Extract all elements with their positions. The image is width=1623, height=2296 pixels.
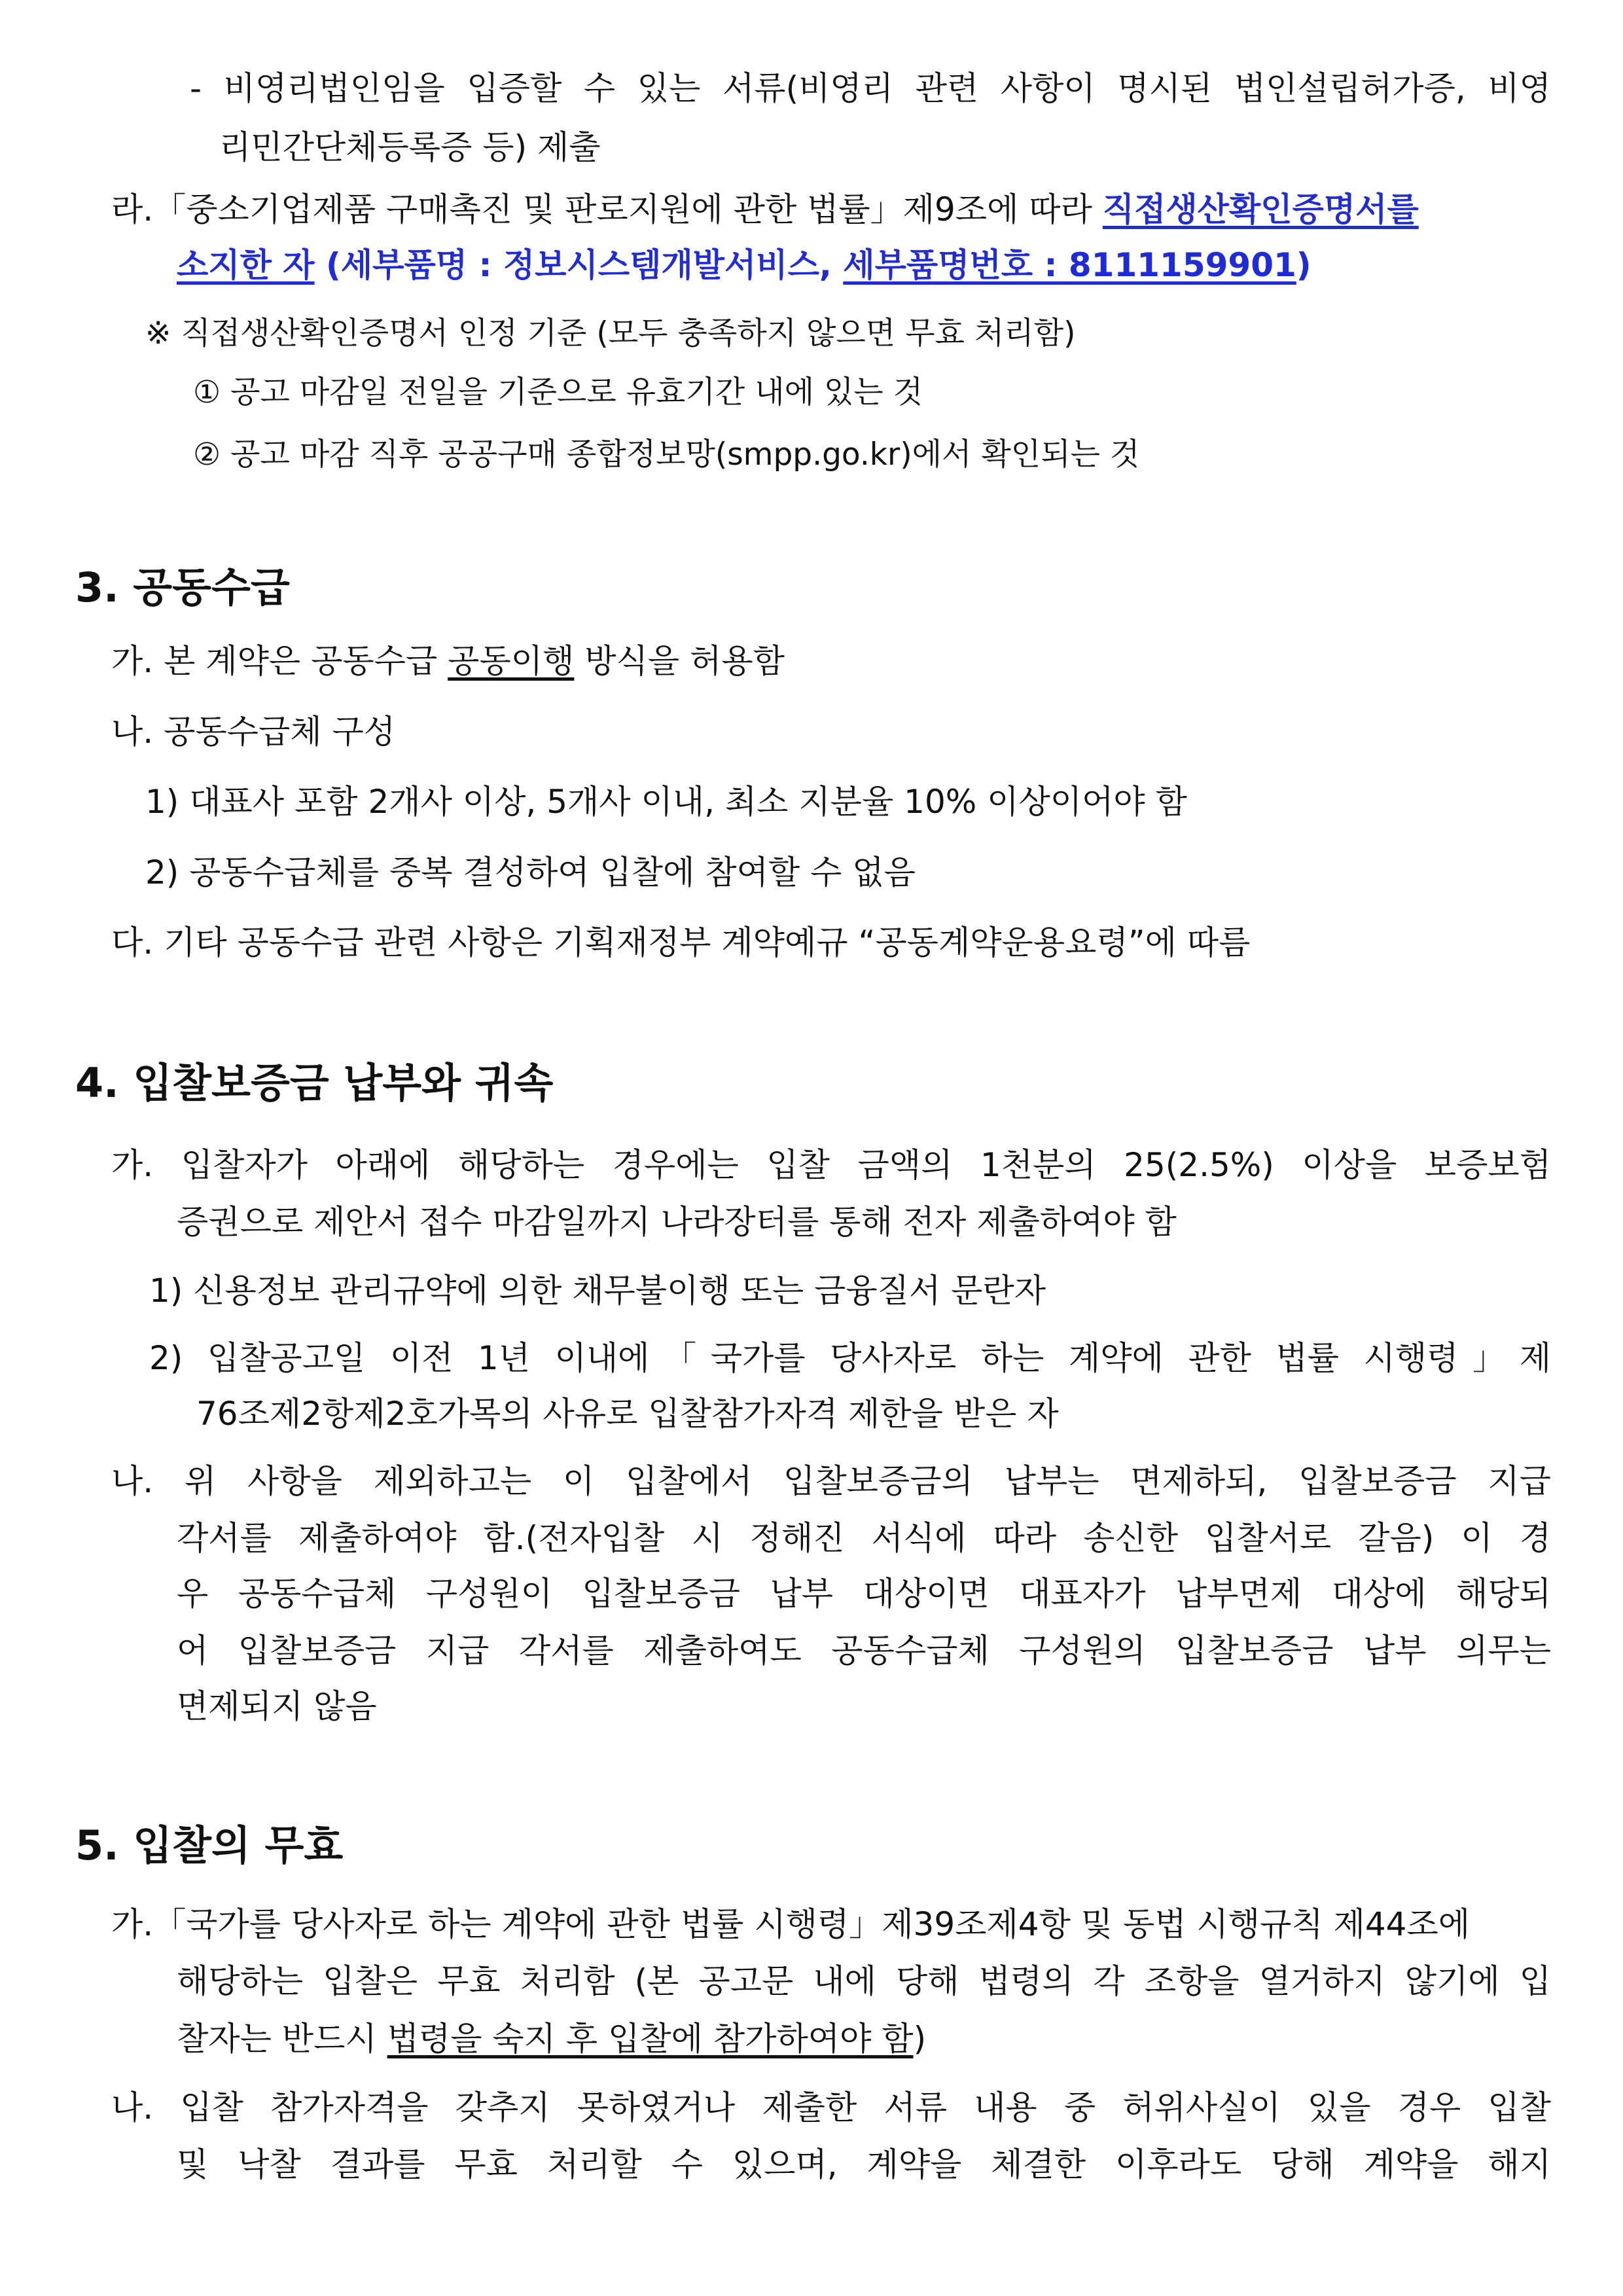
joint-performance-text: 공동이행 — [448, 642, 575, 680]
section-5-ga-line-3 — [177, 2016, 926, 2062]
detail-item-close: ) — [1296, 246, 1311, 284]
section-4-item-1: 1) 신용정보 관리규약에 의한 채무불이행 또는 금융질서 문란자 — [149, 1272, 1046, 1310]
section-3-ga — [111, 638, 785, 684]
law-notice-underline: 법령을 숙지 후 입찰에 참가하여야 함 — [387, 2020, 914, 2058]
nonprofit-document-line-2: 리민간단체등록증 등) 제출 — [219, 128, 601, 166]
certificate-holder-text: 소지한 자 — [177, 246, 315, 284]
certificate-criteria-item-2: ② 공고 마감 직후 공공구매 종합정보망(smpp.go.kr)에서 확인되는 것 — [193, 437, 1140, 473]
section-3-da: 다. 기타 공동수급 관련 사항은 기획재정부 계약예규 “공동계약운용요령”에 따름 — [111, 924, 1251, 961]
section-3-na: 나. 공동수급체 구성 — [111, 713, 396, 751]
section-5-na-line-1: 나. 입찰 참가자격을 갖추지 못하였거나 제출한 서류 내용 중 허위사실이 있을 경우 입찰 — [111, 2089, 1551, 2126]
certificate-criteria-item-1: ① 공고 마감일 전일을 기준으로 유효기간 내에 있는 것 — [193, 374, 923, 410]
section-3-heading: 3. 공동수급 — [75, 564, 290, 611]
section-4-na-line-5: 면제되지 않음 — [177, 1687, 377, 1725]
section-4-na-line-2: 각서를 제출하여야 함.(전자입찰 시 정해진 서식에 따라 송신한 입찰서로 갈음) 이 경 — [177, 1519, 1551, 1557]
section-4-ga-line-2: 증권으로 제안서 접수 마감일까지 나라장터를 통해 전자 제출하여야 함 — [177, 1203, 1177, 1241]
section-4-na-line-1: 나. 위 사항을 제외하고는 이 입찰에서 입찰보증금의 납부는 면제하되, 입찰보증금 지급 — [111, 1462, 1551, 1500]
section-5-ga-line-2: 해당하는 입찰은 무효 처리함 (본 공고문 내에 당해 법령의 각 조항을 열거하지 않기에 입 — [177, 1962, 1551, 2000]
certificate-criteria-title: ※ 직접생산확인증명서 인정 기준 (모두 충족하지 않으면 무효 처리함) — [145, 315, 1076, 351]
item-ra-text: 라.「중소기업제품 구매촉진 및 판로지원에 관한 법률」제9조에 따라 — [111, 190, 1103, 228]
section-4-na-line-4: 어 입찰보증금 지급 각서를 제출하여도 공동수급체 구성원의 입찰보증금 납부 의무는 — [177, 1632, 1551, 1670]
section-4-heading: 4. 입찰보증금 납부와 귀속 — [75, 1059, 554, 1107]
section-4-na-line-3: 우 공동수급체 구성원이 입찰보증금 납부 대상이면 대표자가 납부면제 대상에 해당되 — [177, 1575, 1551, 1613]
section-3-ga-text: 가. 본 계약은 공동수급 — [111, 642, 448, 680]
section-3-na-item-1: 1) 대표사 포함 2개사 이상, 5개사 이내, 최소 지분율 10% 이상이어야 함 — [145, 783, 1187, 821]
nonprofit-document-line-1: - 비영리법인임을 입증할 수 있는 서류(비영리 관련 사항이 명시된 법인설립허가증, 비영 — [190, 69, 1551, 107]
section-5-ga-line-3-close: ) — [913, 2020, 927, 2058]
item-ra-line-1 — [111, 187, 1551, 232]
detail-item-name: (세부품명 : 정보시스템개발서비스, — [314, 246, 844, 284]
direct-production-certificate-link[interactable]: 직접생산확인증명서를 — [1102, 190, 1419, 228]
section-4-item-2-line-1: 2) 입찰공고일 이전 1년 이내에「국가를 당사자로 하는 계약에 관한 법률 시행령」제 — [149, 1339, 1551, 1377]
section-5-heading: 5. 입찰의 무효 — [75, 1821, 344, 1869]
section-4-ga-line-1: 가. 입찰자가 아래에 해당하는 경우에는 입찰 금액의 1천분의 25(2.5%) 이상을 보증보험 — [111, 1146, 1551, 1184]
section-4-item-2-line-2: 76조제2항제2호가목의 사유로 입찰참가자격 제한을 받은 자 — [196, 1395, 1059, 1433]
section-5-ga-line-3-text: 찰자는 반드시 — [177, 2020, 387, 2058]
section-5-na-line-2: 및 낙찰 결과를 무효 처리할 수 있으며, 계약을 체결한 이후라도 당해 계약을 해지 — [177, 2145, 1551, 2183]
section-5-ga-line-1: 가.「국가를 당사자로 하는 계약에 관한 법률 시행령」제39조제4항 및 동법 시행규칙 제44조에 — [111, 1905, 1471, 1943]
item-ra-line-2 — [177, 242, 1311, 288]
section-3-ga-suffix: 방식을 허용함 — [574, 642, 785, 680]
detail-item-number: 세부품명번호 : 8111159901 — [843, 246, 1296, 284]
section-3-na-item-2: 2) 공동수급체를 중복 결성하여 입찰에 참여할 수 없음 — [145, 853, 916, 891]
